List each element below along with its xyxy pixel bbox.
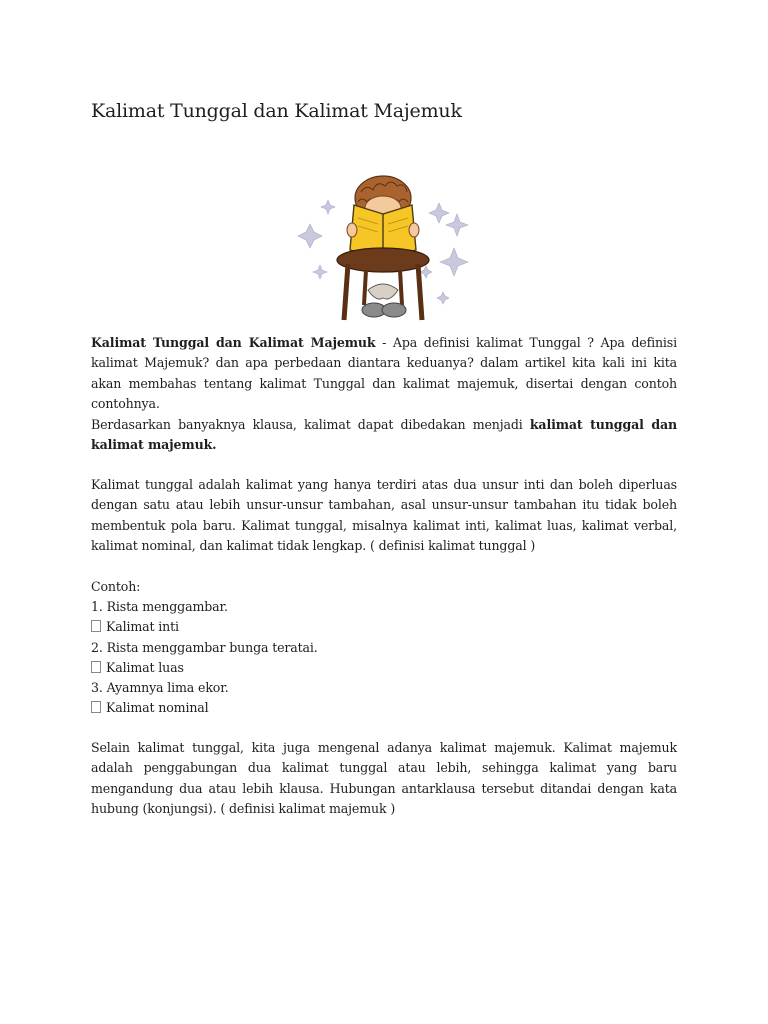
compound-sentence-text: Selain kalimat tunggal, kita juga mengenal adanya kalimat majemuk. Kalimat majemuk adalah penggabungan dua kalimat tunggal atau lebih, sehingga kalimat yang baru mengandung dua atau lebih klausa. Hubungan antarklausa tersebut ditandai dengan kata hubung (konjungsi). ( definisi kalimat majemuk ) xyxy=(91,740,677,817)
example-sentence: 2. Rista menggambar bunga teratai. xyxy=(91,639,318,655)
clause-bold-terms: kalimat tunggal dan kalimat majemuk. xyxy=(91,417,678,453)
example-type-label: Kalimat nominal xyxy=(106,700,209,716)
example-type-label: Kalimat luas xyxy=(106,659,184,675)
document-title: Kalimat Tunggal dan Kalimat Majemuk xyxy=(91,100,462,122)
intro-paragraph xyxy=(91,333,677,415)
example-type xyxy=(91,617,677,637)
clause-text: Berdasarkan banyaknya klausa, kalimat dapat dibedakan menjadi xyxy=(91,417,530,432)
single-sentence-definition-text: Kalimat tunggal adalah kalimat yang hanya terdiri atas dua unsur inti dan boleh diperluas dengan satu atau lebih unsur-unsur tambahan, asal unsur-unsur tambahan itu tidak boleh membentuk pola baru. Kalimat tunggal, misalnya kalimat inti, kalimat luas, kalimat verbal, kalimat nominal, dan kalimat tidak lengkap. ( definisi kalimat tunggal ) xyxy=(91,477,677,554)
intro-text: - Apa definisi kalimat Tunggal ? Apa definisi kalimat Majemuk? dan apa perbedaan diantara keduanya? dalam artikel kita kali ini kita akan membahas tentang kalimat Tunggal dan kalimat majemuk, disertai dengan contoh contohnya. xyxy=(91,335,677,412)
example-type xyxy=(91,698,677,718)
checkbox-glyph-icon xyxy=(91,661,101,673)
checkbox-glyph-icon xyxy=(91,620,101,632)
example-type-label: Kalimat inti xyxy=(106,619,179,635)
examples-heading: Contoh: xyxy=(91,579,141,594)
child-reading-book-at-desk-icon xyxy=(286,170,486,325)
example-sentence: 1. Rista menggambar. xyxy=(91,599,228,615)
checkbox-glyph-icon xyxy=(91,701,101,713)
example-sentence: 3. Ayamnya lima ekor. xyxy=(91,680,229,696)
examples-list xyxy=(91,577,677,718)
clause-paragraph xyxy=(91,415,677,456)
single-sentence-definition-paragraph xyxy=(91,475,677,557)
compound-sentence-paragraph xyxy=(91,738,677,820)
intro-bold-lead: Kalimat Tunggal dan Kalimat Majemuk xyxy=(91,335,376,350)
example-type xyxy=(91,658,677,678)
